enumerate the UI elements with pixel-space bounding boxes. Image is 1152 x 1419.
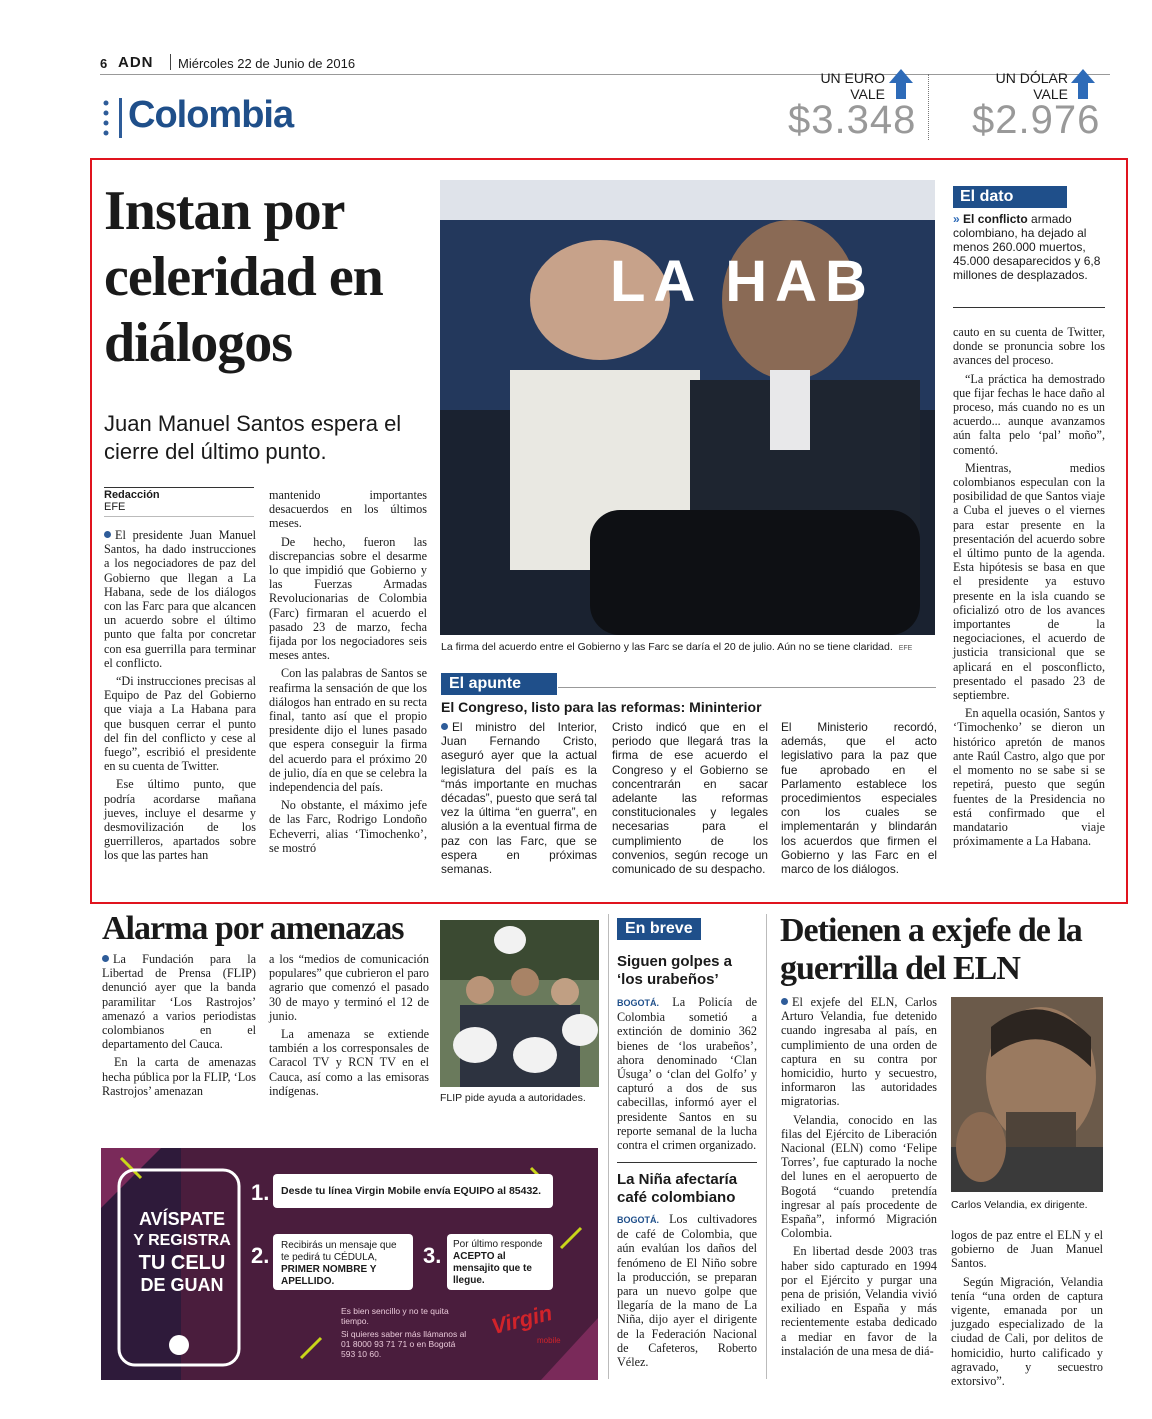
page-number: 6	[100, 56, 108, 71]
en-breve-divider-left	[608, 914, 609, 1379]
euro-value: $3.348	[788, 98, 917, 142]
eln-photo-caption: Carlos Velandia, ex dirigente.	[951, 1199, 1088, 1211]
en-breve-item1-headline: Siguen golpes a ‘los urabeños’	[617, 953, 733, 988]
ad-step3-box: Por último responde ACEPTO al mensajito que te llegue.	[447, 1234, 553, 1290]
en-breve-item2-headline: La Niña afectaría café colombiano	[617, 1171, 738, 1206]
ad-title: AVÍSPATE Y REGISTRA TU CELU DE GUAN	[133, 1209, 231, 1295]
alarma-photo-caption: FLIP pide ayuda a autoridades.	[440, 1092, 586, 1104]
el-apunte-col-1: El ministro del Interior, Juan Fernando Cristo, aseguró ayer que la actual legislatura del país es la “más importante en muchas décadas”, puesto que será tal vez la última “en guerra”, en alusión a la eventual firma de paz con las Farc, que se espera en próximas semanas.	[441, 720, 597, 877]
main-col-right: cauto en su cuenta de Twitter, donde se pronuncia sobre los avances del proceso. “La práctica ha demostrado que fijar fechas le hace daño al proceso, más cuando no es un acuerdo... aunque avanzamos aún falta pelo ‘pal’ moño”, comentó. Mientras, medios colombianos especulan con la posibilidad de que Santos viaje a Cuba el jueves o el viernes para estar presente en la presentación del acuerdo sobre el último punto de la agenda. Esta hipótesis se basa en que el presidente ya estuvo presente en la isla cuando se oficializó otro de los avances importantes de la negociaciones, el acuerdo de justicia transicional que se aplicará en el posconflicto, presentado el pasado 23 de septiembre. En aquella ocasión, Santos y ‘Timochenko’ se dieron un histórico apretón de manos ante Raúl Castro, algo que por el momento no se sabe si se repetirá, puesto que según fuentes de la Presidencia no está confirmado que el mandatario viaje próximamente a La Habana.	[953, 325, 1105, 849]
main-headline: Instan por celeridad en diálogos	[104, 180, 383, 374]
alarma-col-2: a los “medios de comunicación populares” que cubrieron el paro agrario que comenzó el pasado 30 de mayo y terminó el 12 de junio. La amenaza se extiende también a los corresponsales de Caracol TV y RCN TV en el Cauca, así como a las emisoras indígenas.	[269, 952, 429, 1098]
currency-divider	[928, 74, 930, 140]
ad-step3-num: 3.	[423, 1243, 442, 1268]
alarma-col-1: La Fundación para la Libertad de Prensa (FLIP) denunció ayer que la banda paramilitar ‘Los Rastrojos’ amenazó a varios periodistas colombianos en el departamento del Cauca. En la carta de amenazas hecha pública por la FLIP, ‘Los Rastrojos’ amenazan	[102, 952, 256, 1098]
en-breve-separator	[617, 1162, 757, 1163]
main-col-1: El presidente Juan Manuel Santos, ha dado instrucciones a los negociadores de paz del Gobierno que llegan a La Habana, sede de los diálogos con las Farc para que alcancen un acuerdo sobre el último punto que falta por concretar con esa guerrilla para terminar el conflicto. “Di instrucciones precisas al Equipo de Paz del Gobierno que viaja a La Habana para que busquen cerrar el punto del fin del conflicto y cese al fuego”, escribió el presidente en su cuenta de Twitter. Ese último punto, que podría acordarse mañana jueves, incluye el desarme y desmovilización de los guerrilleros, apartados sobre los que las partes han	[104, 528, 256, 863]
bullet-icon	[102, 955, 109, 962]
bullet-icon	[441, 723, 448, 730]
eln-photo	[951, 997, 1103, 1192]
virgin-ad[interactable]	[101, 1148, 598, 1380]
ad-step1-box: Desde tu línea Virgin Mobile envía EQUIPO al 85432.	[273, 1174, 553, 1208]
main-photo-caption: La firma del acuerdo entre el Gobierno y las Farc se daría el 20 de julio. Aún no se tiene claridad. EFE	[441, 641, 913, 653]
en-breve-tag: En breve	[617, 918, 701, 940]
main-subheadline: Juan Manuel Santos espera el cierre del último punto.	[104, 411, 402, 464]
ad-step1-num: 1.	[251, 1180, 270, 1205]
el-apunte-tag: El apunte	[441, 673, 557, 695]
en-breve-item2-text: BOGOTÁ. Los cultivadores de café de Colombia, que aún evalúan los daños del fenómeno de El Niño sobre la producción, se preparan para un nuevo golpe que llegaría de la mano de La Niña, dijo ayer el dirigente de la Federación Nacional de Cafeteros, Roberto Vélez.	[617, 1212, 757, 1370]
double-chevron-icon: »	[953, 212, 960, 226]
dolar-value: $2.976	[972, 98, 1101, 142]
byline-rule-2	[104, 516, 254, 517]
el-apunte-rule	[558, 687, 936, 688]
el-dato-rule	[953, 307, 1105, 308]
eln-col-2: logos de paz entre el ELN y el gobierno de Juan Manuel Santos. Según Migración, Velandia tenía “una orden de captura vigente, emanada por un juzgado especializado de la ciudad de Cali, por delitos de homicidio, hurto calificado y agravado, y secuestro extorsivo”.	[951, 1228, 1103, 1389]
section-bar	[119, 98, 122, 138]
byline-name: Redacción	[104, 489, 160, 501]
section-title: Colombia	[128, 94, 294, 136]
el-dato-tag: El dato	[953, 186, 1067, 208]
bullet-icon	[104, 531, 111, 538]
el-dato-text: » El conflicto armado colombiano, ha dejado al menos 260.000 muertos, 45.000 desaparecidos y 6,8 millones de desplazados.	[953, 212, 1101, 282]
alarma-photo	[440, 920, 599, 1087]
alarma-headline: Alarma por amenazas	[102, 910, 404, 947]
el-apunte-col-2: Cristo indicó que en el periodo que llegará tras la firma de ese acuerdo el Congreso y el Gobierno se concentrarán en sacar adelante las reformas constitucionales y legales necesarias para el cumplimiento de los convenios, según recoge un comunicado de su despacho.	[612, 720, 768, 877]
ad-step2-num: 2.	[251, 1243, 270, 1268]
dolar-label: UN DÓLAR VALE	[995, 70, 1068, 102]
en-breve-item1-text: BOGOTÁ. La Policía de Colombia sometió a extinción de dominio 362 bienes de ‘los urabeños’, ahora denominado ‘Clan Úsuga’ o ‘clan del Golfo’ y capturó a dos de sus cabecillas, informó ayer el presidente Santos en su reporte semanal de la lucha contra el crimen organizado.	[617, 995, 757, 1153]
main-photo	[440, 180, 935, 635]
ad-footnote: Es bien sencillo y no te quita tiempo. Si quieres saber más llámanos al 01 8000 93 71 71 o en Bogotá 593 10 60.	[341, 1306, 467, 1359]
eln-col-1: El exjefe del ELN, Carlos Arturo Velandia, fue detenido cuando ingresaba al país, en cumplimiento de una orden de captura en su contra por homicidio, hurto y secuestro, informaron las autoridades migratorias. Velandia, conocido en las filas del Ejército de Liberación Nacional (ELN) como ‘Felipe Torres’, fue capturado la noche del lunes en el aeropuerto de Bogotá “cuando pretendía ingresar al país procedente de España”, informó Migración Colombia. En libertad desde 2003 tras haber sido capturado en 1994 por el Ejército y purgar una pena de prisión, Velandia vivió exiliado en España y más recientemente estaba dedicado a mediar en favor de la instalación de una mesa de diá-	[781, 995, 937, 1358]
photo-banner-text: LA HAB	[610, 249, 875, 314]
main-col-2: mantenido importantes desacuerdos en los últimos meses. De hecho, fueron las discrepancias sobre el desarme lo que impidió que Gobierno y las Fuerzas Armadas Revolucionarias de Colombia (Farc) firmaran el acuerdo el pasado 23 de marzo, fecha fijada por los negociadores seis meses antes. Con las palabras de Santos se reafirma la sensación de que los diálogos han entrado en su recta final, tanto así que el propio presidente dijo el lunes pasado que espera conseguir la firma del acuerdo para el próximo 20 de julio, día en que se celebra la independencia del país. No obstante, el máximo jefe de las Farc, Rodrigo Londoño Echeverri, alias ‘Timochenko’, se mostró	[269, 488, 427, 855]
bullet-icon	[781, 998, 788, 1005]
euro-label: UN EURO VALE	[820, 70, 885, 102]
byline-rule	[104, 487, 254, 488]
virgin-logo: Virgin mobile	[488, 1299, 561, 1345]
adn-logo: ADN	[118, 54, 154, 71]
el-apunte-col-3: El Ministerio recordó, además, que el acto legislativo para la paz que fue aprobado en el Parlamento establece los procedimientos especiales con los cuales se implementarán y blindarán los acuerdos que firmen el Gobierno y las Farc en el marco de los diálogos.	[781, 720, 937, 877]
el-apunte-headline: El Congreso, listo para las reformas: Mininterior	[441, 699, 762, 715]
ad-step2-box: Recibirás un mensaje que te pedirá tu CÉDULA, PRIMER NOMBRE Y APELLIDO.	[273, 1234, 413, 1290]
header-rule	[100, 74, 1110, 75]
section-dots-icon	[103, 100, 109, 138]
byline-source: EFE	[104, 501, 126, 513]
header-divider	[170, 54, 171, 70]
eln-headline: Detienen a exjefe de la guerrilla del ELN	[780, 912, 1082, 987]
issue-date: Miércoles 22 de Junio de 2016	[178, 56, 356, 71]
en-breve-divider-right	[766, 914, 767, 1379]
